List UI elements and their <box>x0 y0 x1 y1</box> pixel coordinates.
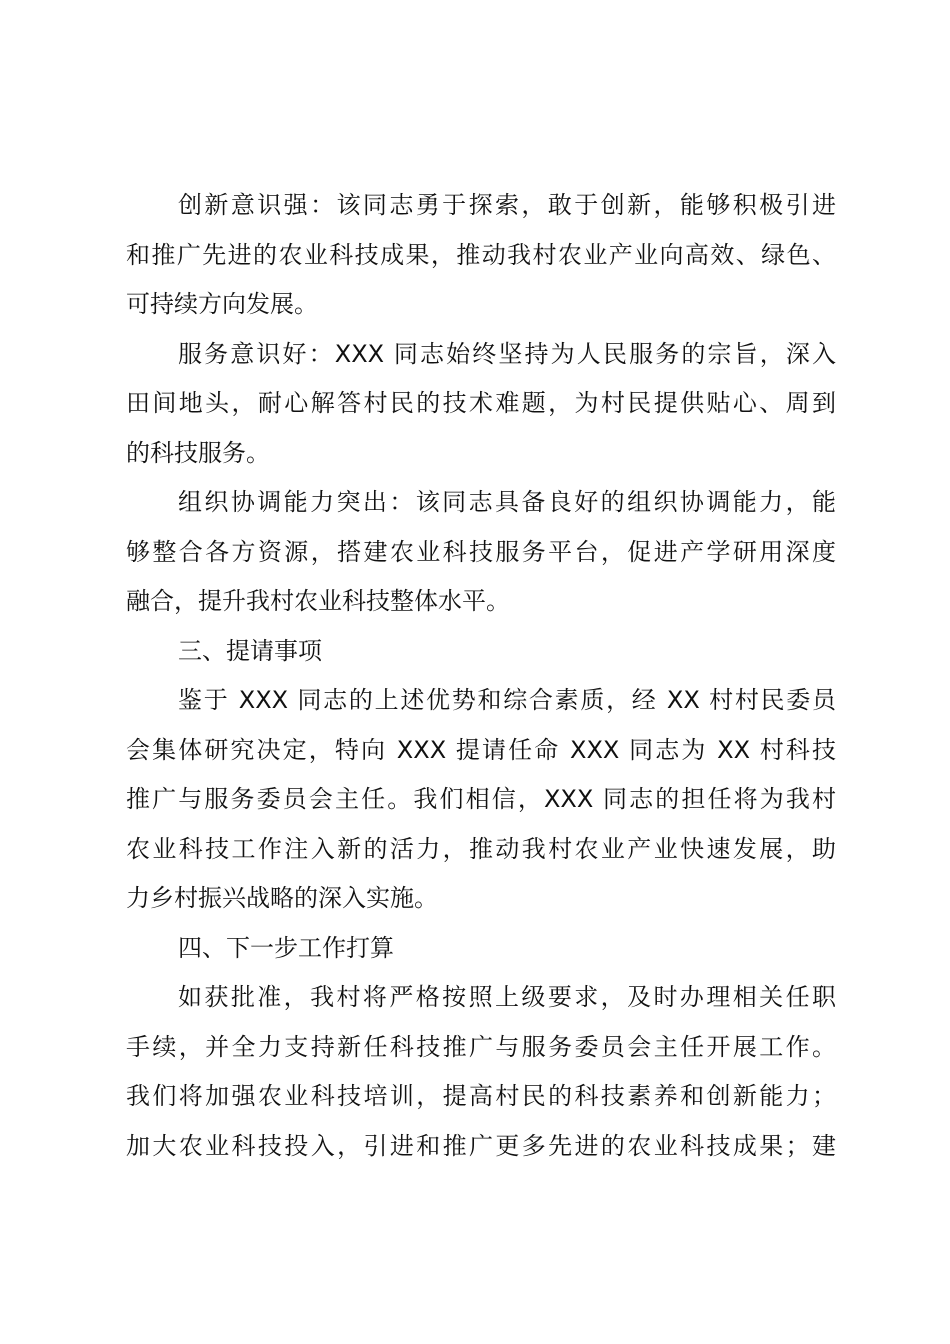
heading-text: 三、提请事项 <box>178 636 322 665</box>
section-heading-next-steps <box>126 924 836 974</box>
text-line: 农业科技工作注入新的活力，推动我村农业产业快速发展，助 <box>126 834 836 863</box>
text-line: 的科技服务。 <box>126 438 270 467</box>
text-line: 可持续方向发展。 <box>126 290 318 318</box>
document-body <box>126 181 836 1171</box>
text-line: 够整合各方资源，搭建农业科技服务平台，促进产学研用深度 <box>126 537 836 566</box>
text-line: 创新意识强：该同志勇于探索，敢于创新，能够积极引进 <box>178 191 836 219</box>
text-line: 会集体研究决定，特向 XXX 提请任命 XXX 同志为 XX 村科技 <box>126 735 836 764</box>
heading-text: 四、下一步工作打算 <box>178 933 394 962</box>
paragraph-plan <box>126 973 836 1171</box>
text-line: 服务意识好：XXX 同志始终坚持为人民服务的宗旨，深入 <box>178 339 836 368</box>
paragraph-innovation <box>126 181 836 330</box>
text-line: 我们将加强农业科技培训，提高村民的科技素养和创新能力； <box>126 1082 836 1110</box>
paragraph-proposal <box>126 676 836 924</box>
text-line: 手续，并全力支持新任科技推广与服务委员会主任开展工作。 <box>126 1032 836 1061</box>
text-line: 推广与服务委员会主任。我们相信，XXX 同志的担任将为我村 <box>126 785 836 813</box>
text-line: 组织协调能力突出：该同志具备良好的组织协调能力，能 <box>178 488 836 516</box>
paragraph-service <box>126 330 836 479</box>
section-heading-proposal <box>126 627 836 677</box>
text-line: 如获批准，我村将严格按照上级要求，及时办理相关任职 <box>178 983 836 1011</box>
text-line: 和推广先进的农业科技成果，推动我村农业产业向高效、绿色、 <box>126 240 836 269</box>
text-line: 鉴于 XXX 同志的上述优势和综合素质，经 XX 村村民委员 <box>178 686 836 714</box>
text-line: 融合，提升我村农业科技整体水平。 <box>126 587 510 615</box>
text-line: 加大农业科技投入，引进和推广更多先进的农业科技成果；建 <box>126 1131 836 1160</box>
text-line: 田间地头，耐心解答村民的技术难题，为村民提供贴心、周到 <box>126 389 836 417</box>
text-line: 力乡村振兴战略的深入实施。 <box>126 884 438 912</box>
paragraph-coordination <box>126 478 836 627</box>
